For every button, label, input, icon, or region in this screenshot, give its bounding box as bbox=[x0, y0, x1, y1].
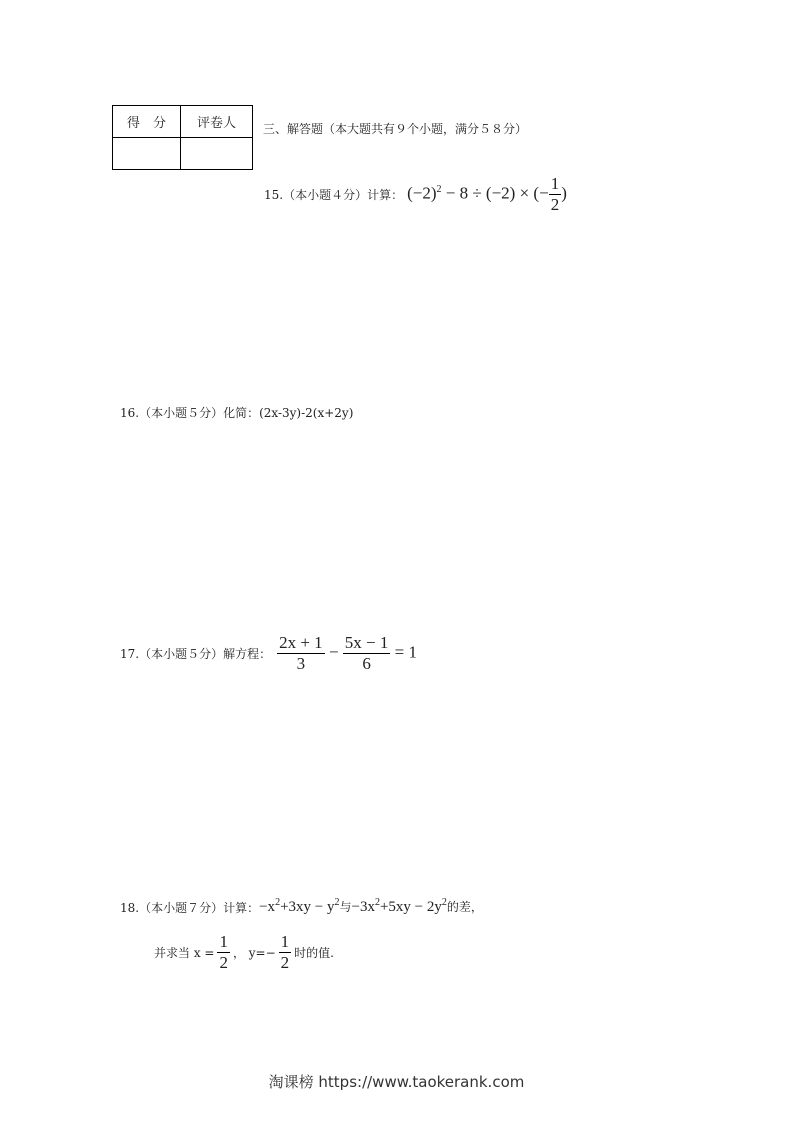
question-17 bbox=[120, 631, 417, 675]
footer-watermark: 淘课榜 https://www.taokerank.com bbox=[268, 1073, 525, 1091]
section-title: 三、解答题（本大题共有９个小题，满分５８分） bbox=[263, 122, 528, 136]
score-cell[interactable] bbox=[113, 138, 181, 170]
score-header: 得 分 bbox=[113, 106, 181, 138]
question-18 bbox=[120, 898, 483, 916]
question-15 bbox=[264, 172, 567, 216]
reviewer-cell[interactable] bbox=[181, 138, 253, 170]
q15-expression: $(-2)^2 - 8 \div (-2)$ × (− $\frac{1}{2}$ ) bbox=[407, 173, 567, 214]
x-value-fraction: $\frac{1}{2}$ bbox=[219, 931, 228, 972]
reviewer-header: 评卷人 bbox=[181, 106, 253, 138]
q17-equation: $\frac{2x + 1}{3}$ − $\frac{5x - 1}{6}$ = 1 bbox=[279, 632, 417, 673]
q18-label: 18.（本小题７分）计算： bbox=[120, 900, 260, 915]
q18-expression: $-x^2+3xy - y^2$与$-3x^2+5xy - 2y^2$的差， bbox=[259, 897, 483, 915]
score-table bbox=[112, 105, 253, 170]
q15-label: 15.（本小题４分）计算： bbox=[264, 187, 404, 202]
question-18-line2: 并求当 x = $\frac{1}{2}$ ， y=− $\frac{1}{2}$ 时的值. bbox=[154, 931, 334, 972]
question-16: 16.（本小题５分）化简：(2x-3y)-2(x+2y) bbox=[120, 406, 354, 420]
y-value-fraction: $\frac{1}{2}$ bbox=[280, 931, 290, 972]
q17-label: 17.（本小题５分）解方程： bbox=[120, 646, 272, 661]
